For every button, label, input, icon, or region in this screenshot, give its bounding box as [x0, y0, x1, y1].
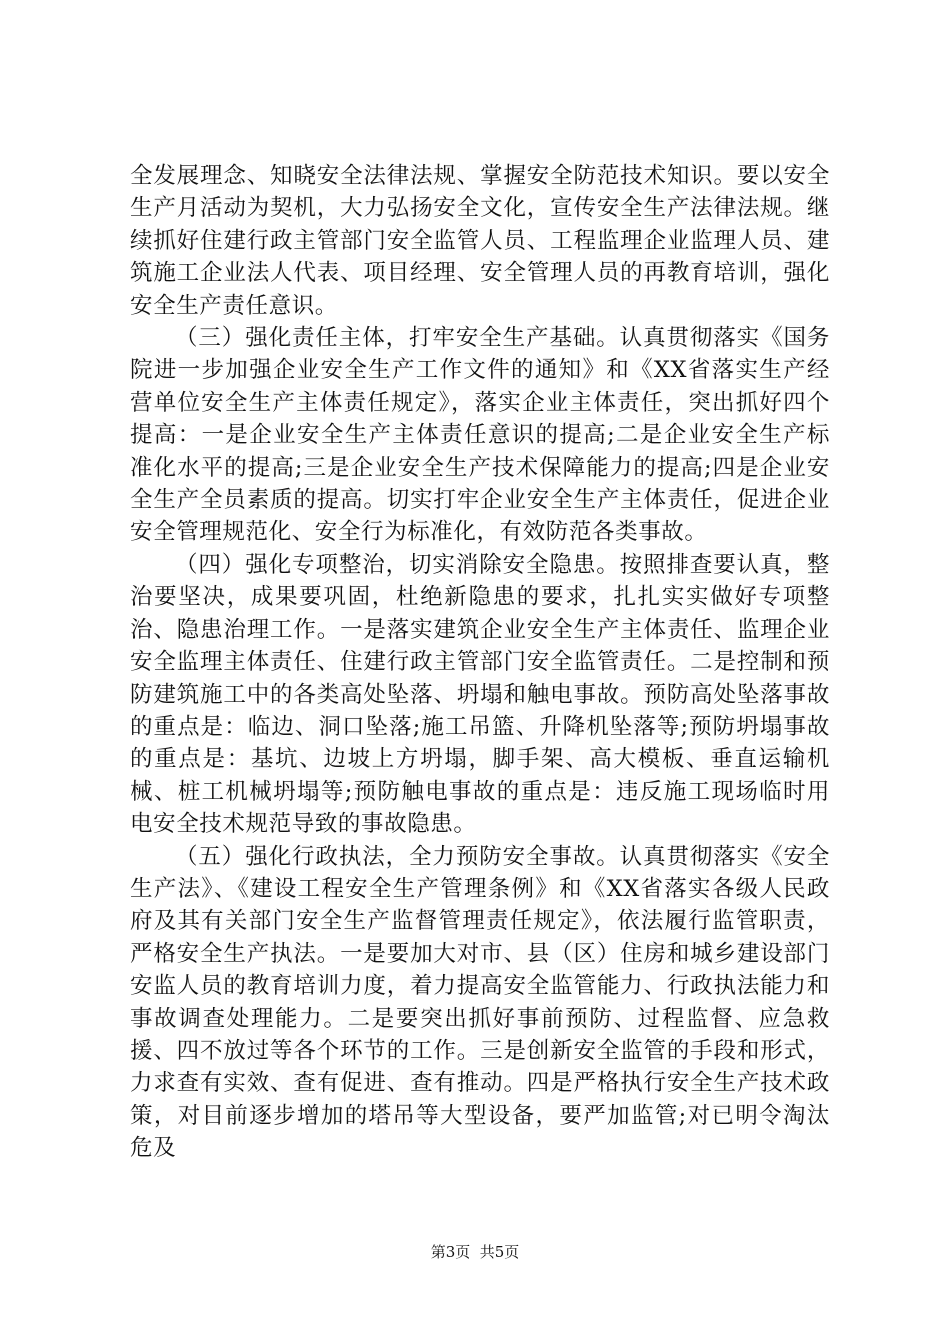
- document-body: [130, 160, 830, 1165]
- paragraph-section-4: （四）强化专项整治，切实消除安全隐患。按照排查要认真，整治要坚决，成果要巩固，杜绝新隐患的要求，扎扎实实做好专项整治、隐患治理工作。一是落实建筑企业安全生产主体责任、监理企业安全监理主体责任、住建行政主管部门安全监管责任。二是控制和预防建筑施工中的各类高处坠落、坍塌和触电事故。预防高处坠落事故的重点是：临边、洞口坠落;施工吊篮、升降机坠落等;预防坍塌事故的重点是：基坑、边坡上方坍塌，脚手架、高大模板、垂直运输机械、桩工机械坍塌等;预防触电事故的重点是：违反施工现场临时用电安全技术规范导致的事故隐患。: [130, 551, 830, 838]
- paragraph-continuation: 全发展理念、知晓安全法律法规、掌握安全防范技术知识。要以安全生产月活动为契机，大力弘扬安全文化，宣传安全生产法律法规。继续抓好住建行政主管部门安全监管人员、工程监理企业监理人员、建筑施工企业法人代表、项目经理、安全管理人员的再教育培训，强化安全生产责任意识。: [130, 163, 830, 319]
- page-footer: [0, 1241, 950, 1262]
- paragraph-section-3: （三）强化责任主体，打牢安全生产基础。认真贯彻落实《国务院进一步加强企业安全生产工作文件的通知》和《XX省落实生产经营单位安全生产主体责任规定》，落实企业主体责任，突出抓好四个提高：一是企业安全生产主体责任意识的提高;二是企业安全生产标准化水平的提高;三是企业安全生产技术保障能力的提高;四是企业安全生产全员素质的提高。切实打牢企业安全生产主体责任，促进企业安全管理规范化、安全行为标准化，有效防范各类事故。: [130, 325, 830, 546]
- paragraph-section-5: （五）强化行政执法，全力预防安全事故。认真贯彻落实《安全生产法》、《建设工程安全生产管理条例》和《XX省落实各级人民政府及其有关部门安全生产监督管理责任规定》，依法履行监管职责，严格安全生产执法。一是要加大对市、县（区）住房和城乡建设部门安监人员的教育培训力度，着力提高安全监管能力、行政执法能力和事故调查处理能力。二是要突出抓好事前预防、过程监督、应急救援、四不放过等各个环节的工作。三是创新安全监管的手段和形式，力求查有实效、查有促进、查有推动。四是严格执行安全生产技术政策，对目前逐步增加的塔吊等大型设备，要严加监管;对已明令淘汰危及: [130, 843, 830, 1162]
- page-number: 第3页 共5页: [430, 1243, 520, 1261]
